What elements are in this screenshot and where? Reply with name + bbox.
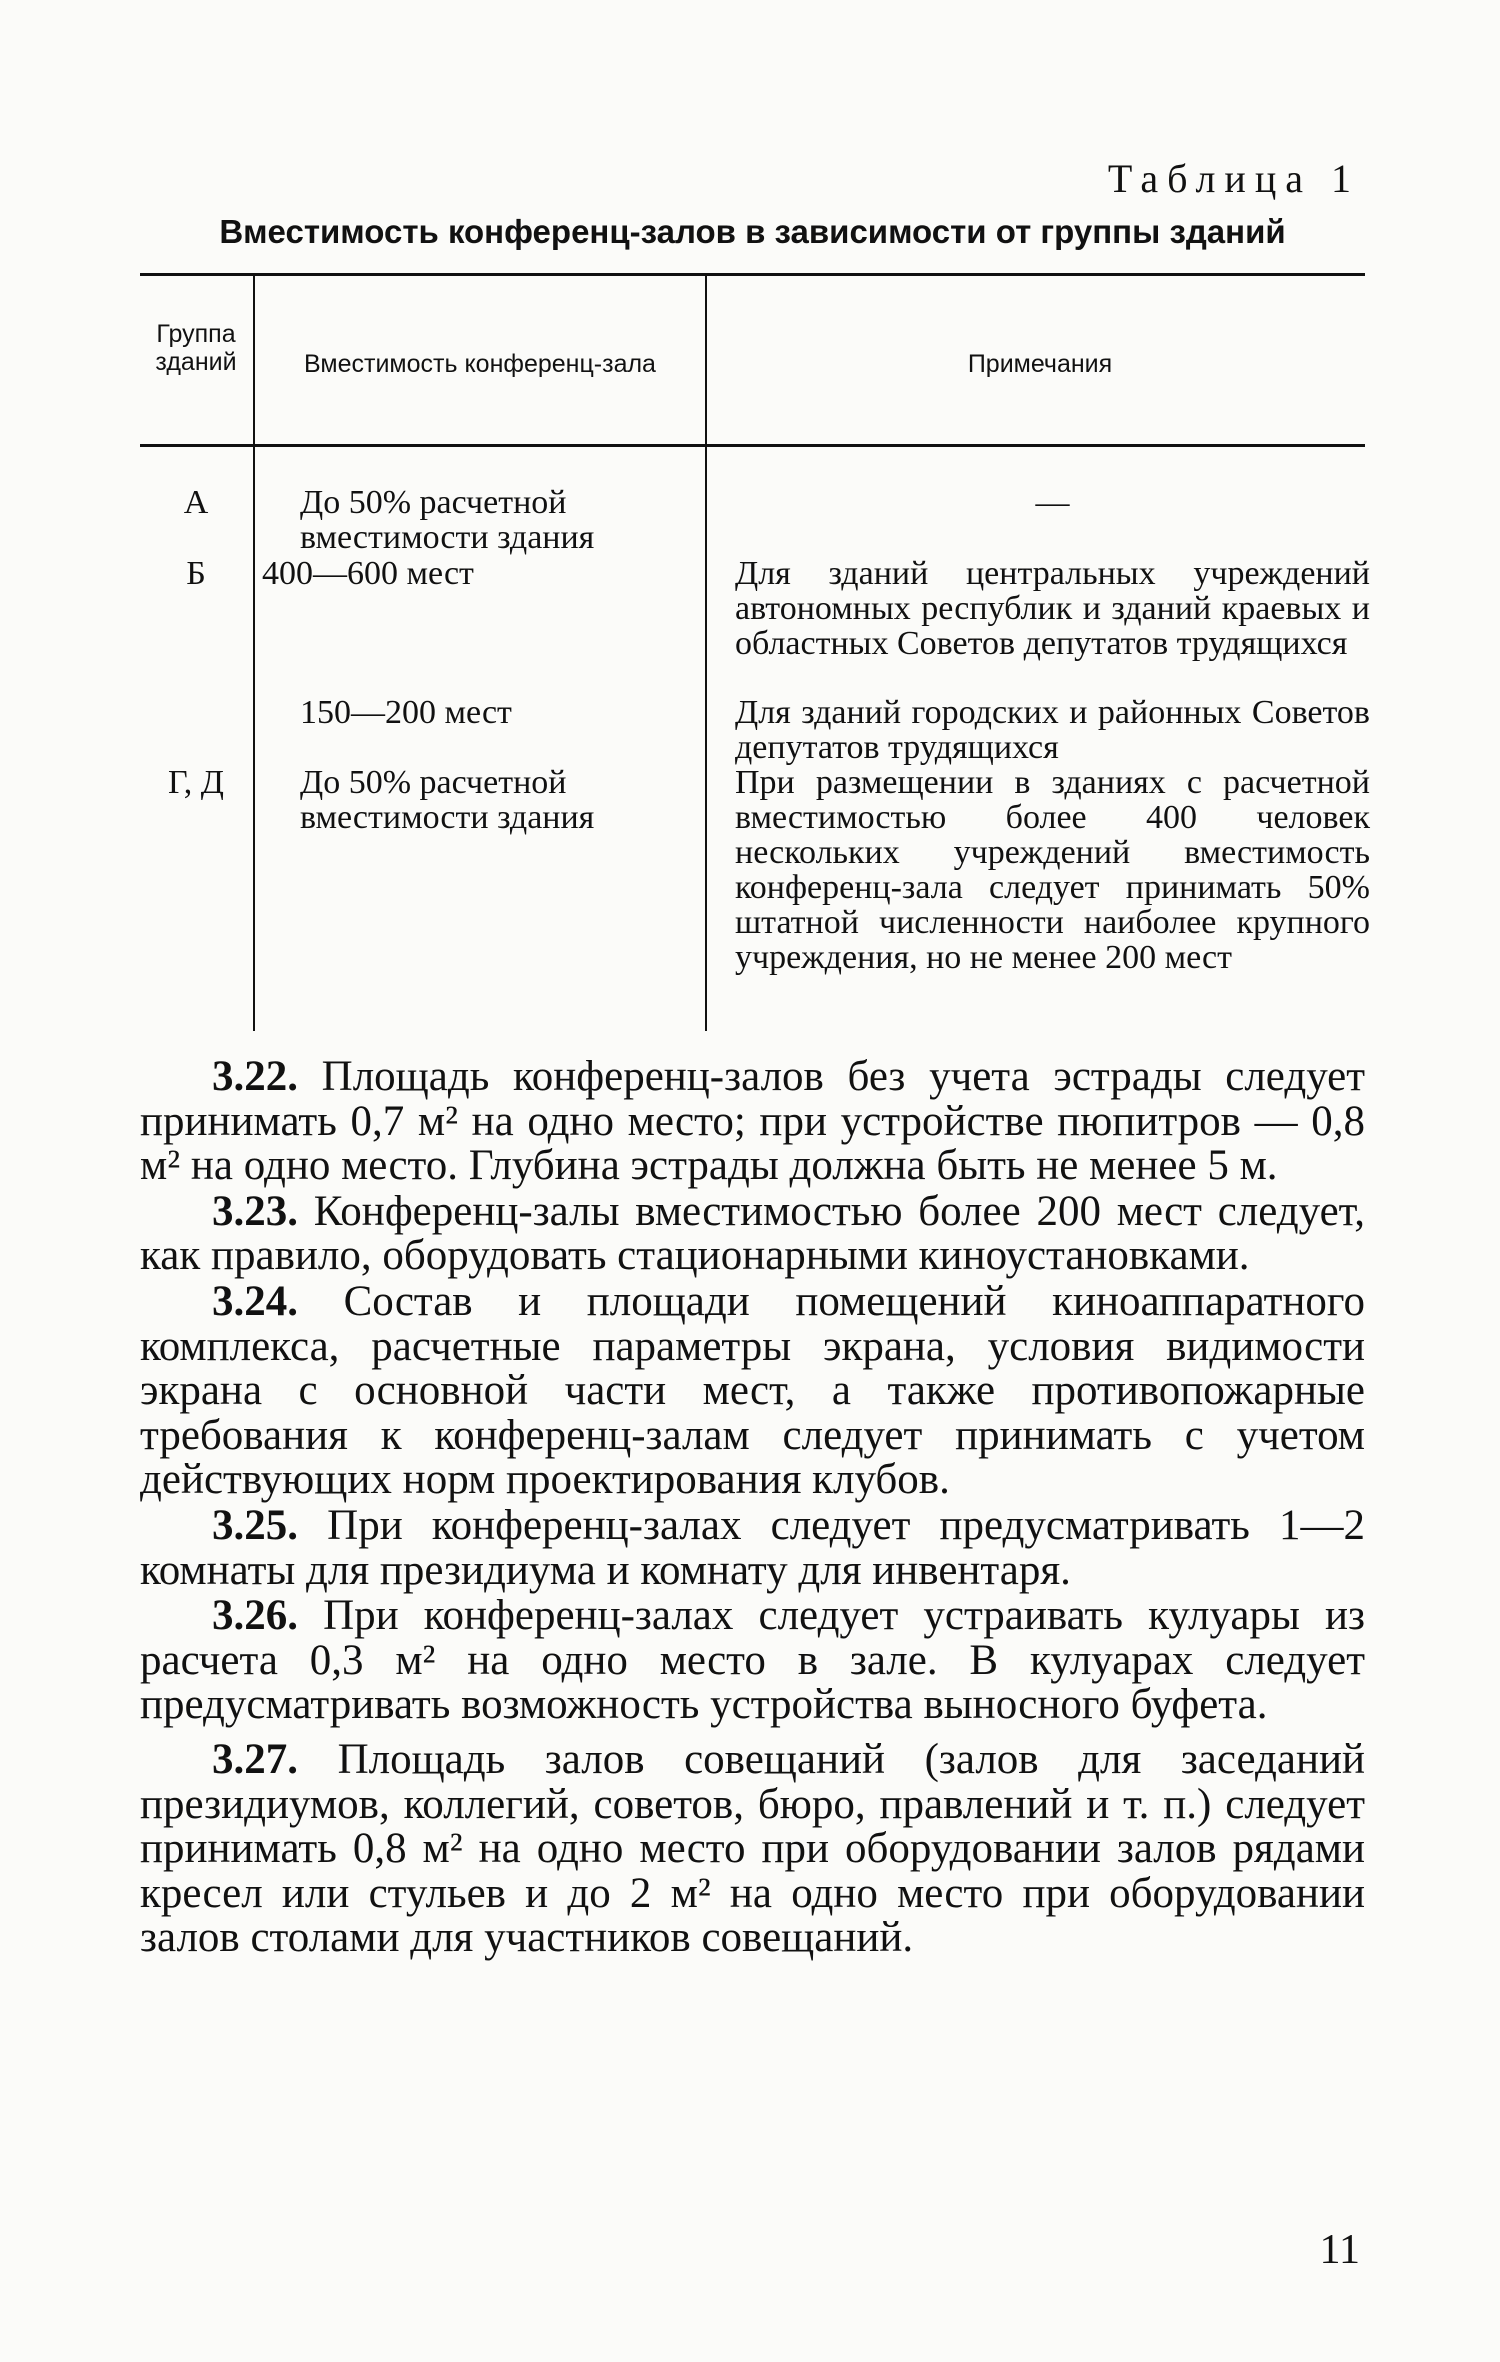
table-cell-note: Для зданий городских и районных Советов депутатов трудящихся: [735, 694, 1370, 766]
table-title: Вместимость конференц-залов в зависимости от группы зданий: [219, 213, 1286, 250]
table-cell-group: Б: [186, 555, 206, 592]
paragraph-number: 3.22.: [212, 1053, 298, 1100]
paragraph: [140, 1735, 1366, 1962]
table-cell-capacity: 150—200 мест: [300, 694, 512, 731]
paragraph-text: При конференц-залах следует предусматривать 1—2 комнаты для президиума и комнату для инвентаря.: [140, 1501, 1365, 1594]
paragraph: [140, 1594, 1365, 1728]
header-notes: Примечания: [967, 350, 1113, 378]
table-cell-capacity: До 50% расчетной вместимости здания: [300, 484, 595, 556]
paragraph-number: 3.23.: [212, 1187, 298, 1235]
page-number: 11: [1319, 2227, 1360, 2273]
paragraph-text: Площадь залов совещаний (залов для заседаний президиумов, коллегий, советов, бюро, правлений и т. п.) следует принимать 0,8 м² на одно место при оборудовании залов рядами кресел или стульев и до 2 м² на одно место при оборудовании залов столами для участников совещаний.: [140, 1735, 1366, 1962]
paragraph-number: 3.27.: [212, 1735, 298, 1783]
table-cell-capacity: До 50% расчетной вместимости здания: [300, 764, 595, 836]
table-cell-note: Для зданий центральных учреждений автономных республик и зданий краевых и областных Советов депутатов трудящихся: [735, 555, 1370, 662]
paragraph-number: 3.25.: [212, 1501, 298, 1549]
table-cell-capacity: 400—600 мест: [262, 555, 474, 592]
table-column-divider: [253, 276, 255, 1031]
paragraph-number: 3.24.: [212, 1277, 298, 1325]
header-capacity: Вместимость конференц-зала: [304, 350, 656, 378]
table-caption: Таблица 1: [1107, 156, 1360, 201]
header-group: Группа зданий: [155, 320, 237, 376]
table-cell-note: —: [1035, 484, 1070, 521]
table-cell-note: При размещении в зданиях с расчетной вместимостью более 400 человек нескольких учреждений вместимость конференц-зала следует принимать 50% штатной численности наиболее крупного учреждения, но не менее 200 мест: [735, 764, 1370, 976]
table-top-rule: [140, 273, 1365, 276]
paragraph: [140, 1277, 1366, 1504]
body-text: [140, 1055, 1365, 1962]
paragraph: [140, 1055, 1365, 1189]
paragraph-text: При конференц-залах следует устраивать кулуары из расчета 0,3 м² на одно место в зале. В кулуарах следует предусматривать возможность устройства выносного буфета.: [140, 1592, 1365, 1729]
table-header-rule: [140, 444, 1365, 447]
paragraph-text: Площадь конференц-залов без учета эстрады следует принимать 0,7 м² на одно место; при устройстве пюпитров — 0,8 м² на одно место. Глубина эстрады должна быть не менее 5 м.: [140, 1053, 1366, 1190]
table-cell-group: А: [183, 484, 209, 521]
table-cell-group: Г, Д: [167, 764, 224, 801]
paragraph-text: Конференц-залы вместимостью более 200 мест следует, как правило, оборудовать стационарными киноустановками.: [140, 1187, 1365, 1280]
table-column-divider: [705, 276, 707, 1031]
paragraph: [140, 1501, 1365, 1594]
paragraph-text: Состав и площади помещений киноаппаратного комплекса, расчетные параметры экрана, условия видимости экрана с основной части мест, а также противопожарные требования к конференц-залам следует принимать с учетом действующих норм проектирования клубов.: [140, 1277, 1366, 1504]
paragraph: [140, 1187, 1365, 1280]
paragraph-number: 3.26.: [212, 1592, 298, 1640]
